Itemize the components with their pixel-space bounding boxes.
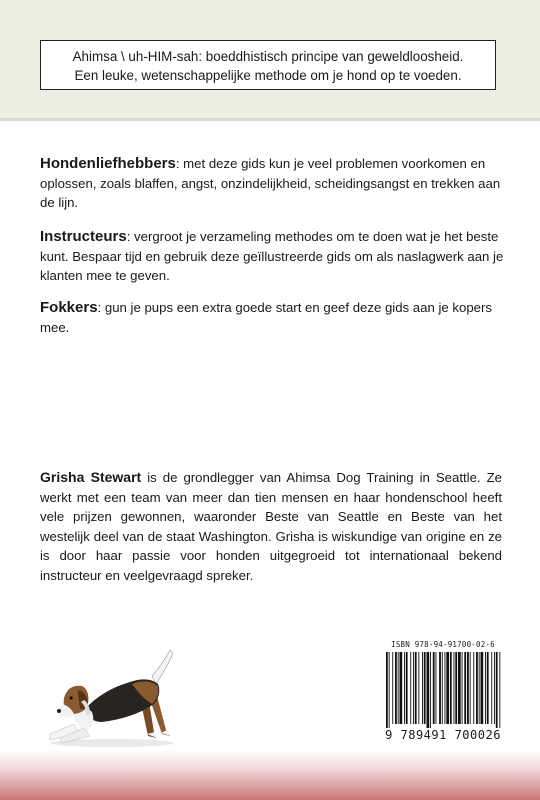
section-heading: Fokkers bbox=[40, 299, 98, 316]
bottom-band bbox=[0, 750, 540, 800]
tagline-box bbox=[40, 40, 496, 90]
section-dog-lovers bbox=[40, 154, 510, 213]
author-name: Grisha Stewart bbox=[40, 469, 142, 485]
top-band-divider bbox=[0, 118, 540, 121]
section-text: : vergroot je verzameling methodes om te doen wat je het beste kunt. Bespaar tijd en gebruik deze geïllustreerde gids om als naslagwerk aan je klanten mee te geven. bbox=[40, 229, 504, 283]
isbn-label: ISBN 978-94-91700-02-6 bbox=[391, 640, 495, 649]
section-heading: Instructeurs bbox=[40, 228, 127, 245]
tagline-line-2: Een leuke, wetenschappelijke methode om je hond op te voeden. bbox=[74, 68, 462, 83]
section-text: : met deze gids kun je veel problemen voorkomen en oplossen, zoals blaffen, angst, onzindelijkheid, scheidingsangst en trekken aan de lijn. bbox=[40, 156, 501, 210]
section-text: : gun je pups een extra goede start en geef deze gids aan je kopers mee. bbox=[40, 300, 492, 335]
barcode-area bbox=[380, 640, 506, 744]
section-heading: Hondenliefhebbers bbox=[40, 155, 176, 172]
author-bio-text: is de grondlegger van Ahimsa Dog Training in Seattle. Ze werkt met een team van meer dan tien mensen en haar hondenschool heeft vele prijzen gewonnen, waaronder Beste van Seattle en Beste van het westelijk deel van de staat Washington. Grisha is wiskundige van origine en ze is door haar passie voor honden uitgegroeid tot internationaal bekend instructeur en veelgevraagd spreker. bbox=[40, 470, 502, 583]
barcode-icon bbox=[384, 652, 502, 728]
section-breeders bbox=[40, 298, 510, 337]
barcode-number: 9 789491 700026 bbox=[385, 728, 501, 742]
tagline-line-1: Ahimsa \ uh-HIM-sah: boeddhistisch principe van geweldloosheid. bbox=[72, 49, 464, 64]
beagle-dog-icon bbox=[44, 648, 184, 748]
author-bio bbox=[40, 468, 502, 585]
section-instructors bbox=[40, 227, 510, 286]
